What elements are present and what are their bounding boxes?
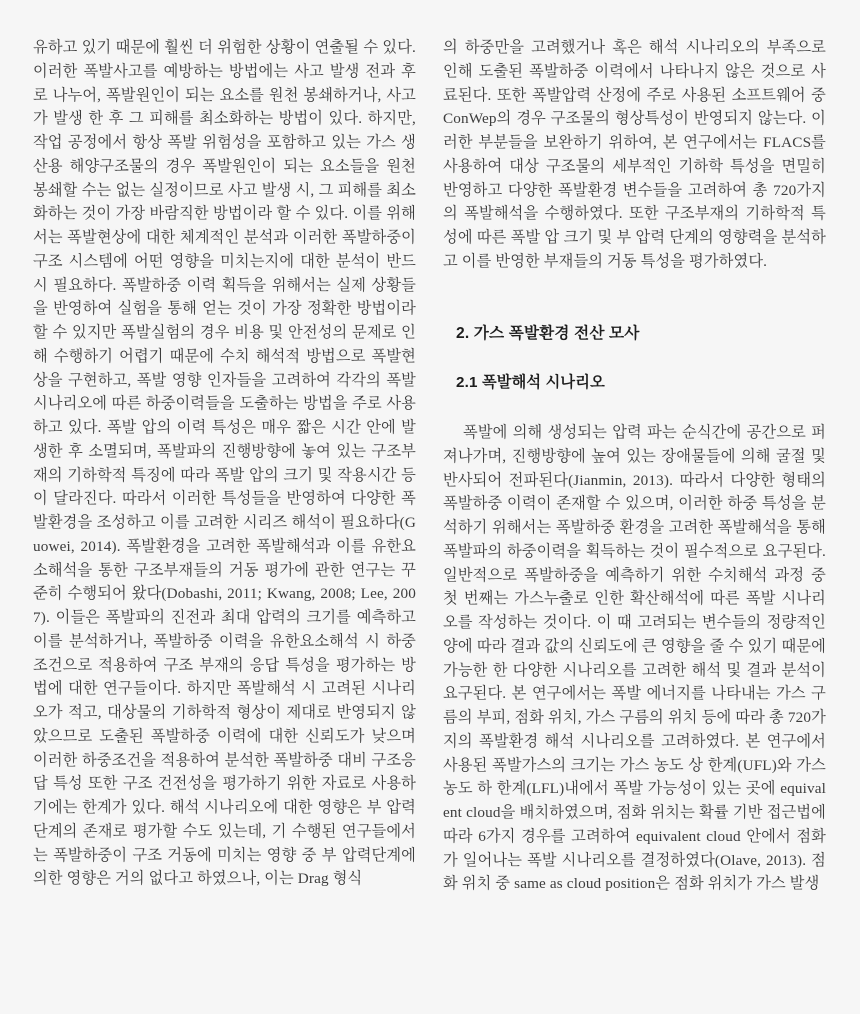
two-column-layout [33, 36, 827, 966]
right-column-paragraph-body: 폭발에 의해 생성되는 압력 파는 순식간에 공간으로 퍼져나가며, 진행방향에 높여 있는 장애물들에 의해 굴절 및 반사되어 전파된다(Jianmin, 2013). 따라서 다양한 형태의 폭발하중 이력이 존재할 수 있으며, 이러한 하중 특성을 분석하기 위해서는 폭발하중 환경을 고려한 폭발해석을 통해 폭발파의 하중이력을 획득하는 것이 필수적으로 요구된다. 일반적으로 폭발하중을 예측하기 위한 수치해석 과정 중 첫 번째는 가스누출로 인한 확산해석에 따른 폭발 시나리오를 작성하는 것이다. 이 때 고려되는 변수들의 정량적인 양에 따라 결과 값의 신뢰도에 큰 영향을 줄 수 있기 때문에 가능한 한 다양한 시나리오를 고려한 해석 및 결과 분석이 요구된다. 본 연구에서는 폭발 에너지를 나타내는 가스 구름의 부피, 점화 위치, 가스 구름의 위치 등에 따라 총 720가지의 폭발환경 해석 시나리오를 고려하였다. 본 연구에서 사용된 폭발가스의 크기는 가스 농도 상 한계(UFL)와 가스농도 하 한계(LFL)내에서 폭발 가능성이 있는 곳에 equivalent cloud을 배치하였으며, 점화 위치는 확률 기반 접근법에 따라 6가지 경우를 고려하여 equivalent cloud 안에서 점화가 일어나는 폭발 시나리오를 결정하였다(Olave, 2013). 점화 위치 중 same as cloud position은 점화 위치가 가스 발생 [443, 424, 826, 893]
section-heading-2: 2. 가스 폭발환경 전산 모사 [456, 324, 640, 342]
right-column [443, 36, 826, 966]
right-column-paragraph-intro: 의 하중만을 고려했거나 혹은 해석 시나리오의 부족으로 인해 도출된 폭발하중 이력에서 나타나지 않은 것으로 사료된다. 또한 폭발압력 산정에 주로 사용된 소프트웨어 중 ConWep의 경우 구조물의 형상특성이 반영되지 않는다. 이러한 부분들을 보완하기 위하여, 본 연구에서는 FLACS를 사용하여 대상 구조물의 세부적인 기하학 특성을 면밀히 반영하고 다양한 폭발환경 변수들을 고려하여 총 720가지의 폭발해석을 수행하였다. 또한 구조부재의 기하학적 특성에 따른 폭발 압 크기 및 부 압력 단계의 영향력을 분석하고 이를 반영한 부재들의 거동 특성을 평가하였다. [443, 39, 826, 270]
left-column-paragraph: 유하고 있기 때문에 훨씬 더 위험한 상황이 연출될 수 있다. 이러한 폭발사고를 예방하는 방법에는 사고 발생 전과 후로 나누어, 폭발원인이 되는 요소를 원천 봉쇄하거나, 사고가 발생 한 후 그 피해를 최소화하는 방법이 있다. 하지만, 작업 공정에서 항상 폭발 위험성을 포함하고 있는 가스 생산용 해양구조물의 경우 폭발원인이 되는 요소들을 원천 봉쇄할 수는 없는 실정이므로 사고 발생 시, 그 피해를 최소화하는 것이 가장 바람직한 방법이라 할 수 있다. 이를 위해서는 폭발현상에 대한 체계적인 분석과 이러한 폭발하중이 구조 시스템에 어떤 영향을 미치는지에 대한 분석이 반드시 필요하다. 폭발하중 이력 획득을 위해서는 실제 상황들을 반영하여 실험을 통해 얻는 것이 가장 정확한 방법이라 할 수 있지만 폭발실험의 경우 비용 및 안전성의 문제로 인해 수행하기 어렵기 때문에 수치 해석적 방법으로 폭발현상을 구현하고, 폭발 영향 인자들을 고려하여 각각의 폭발 시나리오에 따른 하중이력들을 도출하는 방법을 주로 사용하고 있다. 폭발 압의 이력 특성은 매우 짧은 시간 안에 발생한 후 소멸되며, 폭발파의 진행방향에 놓여 있는 구조부재의 기하학적 특징에 따라 폭발 압의 크기 및 작용시간 등이 달라진다. 따라서 이러한 특성들을 반영하여 다양한 폭발환경을 조성하고 이를 고려한 시리즈 해석이 필요하다(Guowei, 2014). 폭발환경을 고려한 폭발해석과 이를 유한요소해석을 통한 구조부재들의 거동 평가에 관한 연구는 꾸준히 수행되어 왔다(Dobashi, 2011; Kwang, 2008; Lee, 2007). 이들은 폭발파의 진전과 최대 압력의 크기를 예측하고 이를 분석하거나, 폭발하중 이력을 유한요소해석 시 하중조건으로 적용하여 구조 부재의 응답 특성을 평가하는 방법에 대한 연구들이다. 하지만 폭발해석 시 고려된 시나리오가 적고, 대상물의 기하학적 형상이 제대로 반영되지 않았으므로 도출된 폭발하중 이력에 대한 신뢰도가 낮으며 이러한 하중조건을 적용하여 분석한 폭발하중 대비 구조응답 특성 또한 구조 건전성을 평가하기 위한 자료로 사용하기에는 한계가 있다. 해석 시나리오에 대한 영향은 부 압력단계의 존재로 평가할 수도 있는데, 기 수행된 연구들에서는 폭발하중이 구조 거동에 미치는 영향 중 부 압력단계에 의한 영향은 거의 없다고 하였으나, 이는 Drag 형식 [33, 39, 416, 888]
subsection-heading-2-1: 2.1 폭발해석 시나리오 [456, 374, 605, 392]
spacer-before-section [443, 274, 826, 322]
left-column [33, 36, 416, 966]
spacer-after-subsection [443, 395, 826, 421]
spacer-after-section [443, 345, 826, 371]
